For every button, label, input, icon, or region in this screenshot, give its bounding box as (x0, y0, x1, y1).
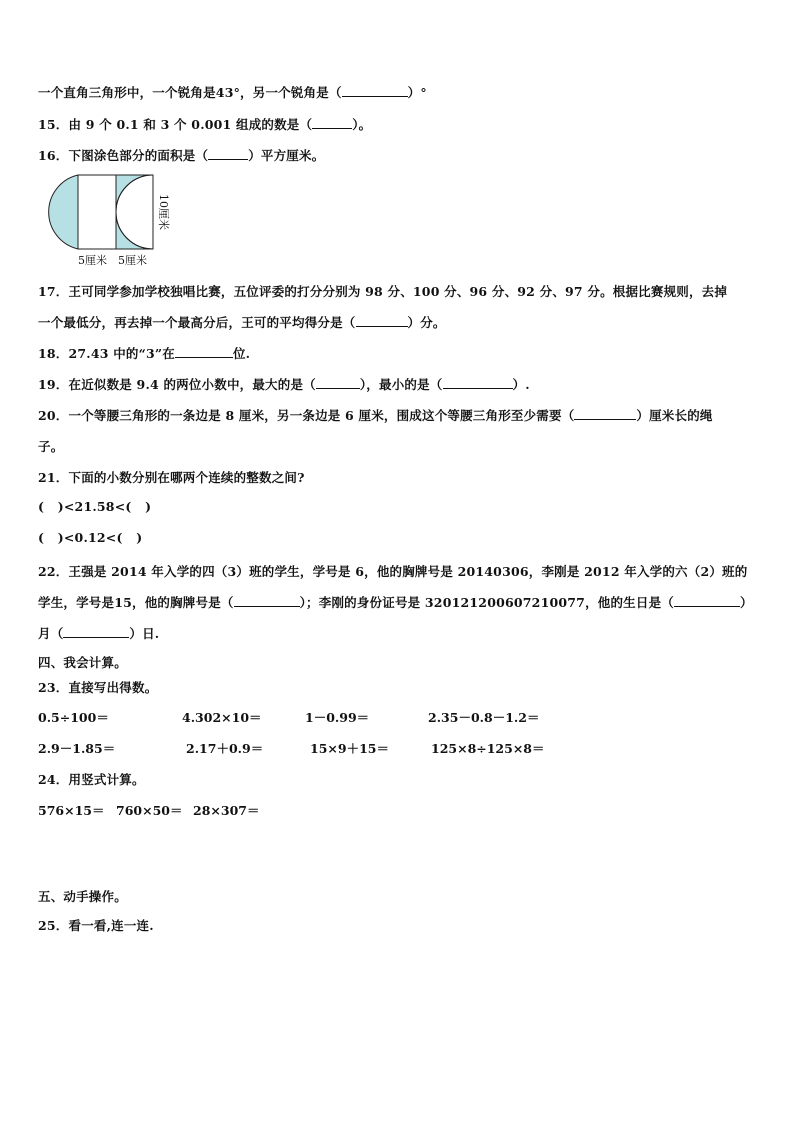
height-label: 10厘米 (157, 194, 170, 230)
question-20-cont (38, 437, 63, 455)
answer-blank[interactable] (674, 596, 740, 607)
question-18 (38, 344, 250, 362)
q22-line2: 学生，学号是15，他的胸牌号是（ (38, 595, 234, 610)
question-19 (38, 375, 530, 393)
q17-suffix: ）分。 (407, 315, 446, 330)
answer-blank[interactable] (175, 347, 233, 358)
calc-item: 15×9＋15＝ (310, 741, 389, 756)
answer-blank[interactable] (443, 378, 513, 389)
question-16 (38, 146, 324, 164)
question-25 (38, 916, 154, 934)
answer-blank[interactable] (208, 149, 248, 160)
q16-suffix: ）平方厘米。 (248, 148, 325, 163)
right-shaded-region (116, 175, 153, 249)
question-22-cont (38, 593, 753, 611)
question-17 (38, 282, 727, 300)
question-17-cont (38, 313, 446, 331)
q19-middle: ），最小的是（ (359, 377, 443, 392)
q22-suffix: ） (739, 595, 753, 610)
q20-line2: 子。 (38, 439, 64, 454)
calc-item: 760×50＝ (116, 803, 183, 818)
calc-item: 28×307＝ (193, 803, 260, 818)
q21-row-1 (38, 499, 151, 514)
section-4-title: 四、我会计算。 (38, 655, 127, 670)
calc-item: 576×15＝ (38, 803, 105, 818)
q21-expr-1: ( )<21.58<( ) (38, 499, 152, 514)
calc-item: 0.5÷100＝ (38, 710, 109, 725)
q19-suffix: ）. (512, 377, 530, 392)
section-4-heading (38, 653, 127, 671)
calc-item: 125×8÷125×8＝ (431, 741, 545, 756)
left-shaded-semicircle (49, 175, 78, 249)
answer-blank[interactable] (574, 409, 636, 420)
width-label-right: 5厘米 (118, 254, 147, 267)
question-15 (38, 115, 371, 133)
calc-item: 1－0.99＝ (305, 710, 370, 725)
answer-blank[interactable] (234, 596, 300, 607)
calc-item: 2.17＋0.9＝ (186, 741, 264, 756)
q17-line2: 一个最低分，再去掉一个最高分后，王可的平均得分是（ (38, 315, 356, 330)
q20-suffix: ）厘米长的绳 (636, 408, 713, 423)
calc-item: 2.35－0.8－1.2＝ (428, 710, 540, 725)
answer-blank[interactable] (356, 316, 408, 327)
section-5-heading (38, 887, 127, 905)
answer-blank[interactable] (63, 627, 129, 638)
question-23 (38, 678, 157, 696)
width-label-left: 5厘米 (78, 254, 107, 267)
answer-blank[interactable] (342, 86, 408, 97)
q14-text: 一个直角三角形中，一个锐角是43°，另一个锐角是（ (38, 85, 342, 100)
question-21 (38, 468, 305, 486)
q20-text: 20．一个等腰三角形的一条边是 8 厘米，另一条边是 6 厘米，围成这个等腰三角形至少需要（ (38, 408, 575, 423)
q22-line3-suffix: ）日. (129, 626, 160, 641)
q21-row-2 (38, 530, 142, 545)
q18-suffix: 位. (232, 346, 251, 361)
q21-expr-2: ( )<0.12<( ) (38, 530, 143, 545)
q22-middle: ）；李刚的身份证号是 320121200607210077，他的生日是（ (299, 595, 674, 610)
q22-line3: 月（ (38, 626, 64, 641)
q16-text: 16．下图涂色部分的面积是（ (38, 148, 209, 163)
q24-title: 24．用竖式计算。 (38, 772, 145, 787)
calc-item: 2.9－1.85＝ (38, 741, 116, 756)
q19-text: 19．在近似数是 9.4 的两位小数中，最大的是（ (38, 377, 316, 392)
shaded-area-figure (38, 172, 178, 268)
question-20 (38, 406, 713, 424)
q23-title: 23．直接写出得数。 (38, 680, 158, 695)
calc-item: 4.302×10＝ (182, 710, 262, 725)
question-14 (38, 83, 427, 101)
q21-text: 21．下面的小数分别在哪两个连续的整数之间? (38, 470, 305, 485)
q25-title: 25．看一看,连一连. (38, 918, 154, 933)
answer-blank[interactable] (312, 118, 352, 129)
answer-blank[interactable] (316, 378, 360, 389)
question-24 (38, 770, 145, 788)
q15-text: 15．由 9 个 0.1 和 3 个 0.001 组成的数是（ (38, 117, 313, 132)
left-rectangle (78, 175, 116, 249)
question-22-cont2 (38, 624, 159, 642)
q14-suffix: ）° (407, 85, 427, 100)
q18-text: 18．27.43 中的“3”在 (38, 346, 175, 361)
q22-line1: 22．王强是 2014 年入学的四（3）班的学生，学号是 6，他的胸牌号是 20140306，李刚是 2012 年入学的六（2）班的 (38, 564, 748, 579)
q17-line1: 17．王可同学参加学校独唱比赛，五位评委的打分分别为 98 分、100 分、96 分、92 分、97 分。根据比赛规则，去掉 (38, 284, 728, 299)
question-22 (38, 562, 747, 580)
q15-suffix: ）。 (352, 117, 372, 132)
section-5-title: 五、动手操作。 (38, 889, 127, 904)
